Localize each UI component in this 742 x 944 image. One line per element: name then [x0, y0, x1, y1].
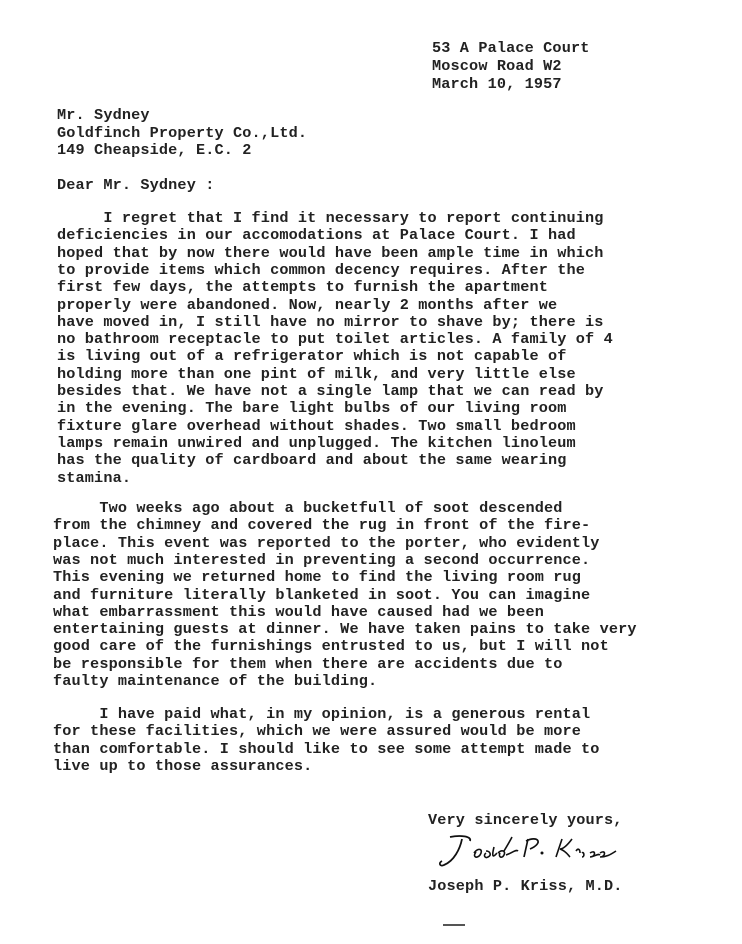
- salutation: Dear Mr. Sydney :: [57, 176, 215, 194]
- recipient-address: 149 Cheapside, E.C. 2: [57, 141, 252, 159]
- text-line: what embarrassment this would have caused had we been: [53, 602, 544, 621]
- text-line: is living out of a refrigerator which is not capable of: [57, 347, 567, 366]
- text-line: holding more than one pint of milk, and very little else: [57, 364, 576, 383]
- text-line: have moved in, I still have no mirror to shave by; there is: [57, 312, 604, 331]
- text-line: deficiencies in our accomodations at Palace Court. I had: [57, 226, 576, 245]
- text-line: Two weeks ago about a bucketfull of soot descended: [53, 499, 563, 517]
- text-line: no bathroom receptacle to put toilet articles. A family of 4: [57, 330, 613, 349]
- text-line: first few days, the attempts to furnish the apartment: [57, 278, 548, 297]
- text-line: properly were abandoned. Now, nearly 2 months after we: [57, 295, 558, 314]
- text-line: stamina.: [57, 468, 132, 487]
- text-line: from the chimney and covered the rug in front of the fire-: [53, 516, 591, 535]
- recipient-name: Mr. Sydney: [57, 106, 150, 124]
- text-line: be responsible for them when there are accidents due to: [53, 654, 563, 673]
- recipient-company: Goldfinch Property Co.,Ltd.: [57, 124, 308, 142]
- text-line: I regret that I find it necessary to report continuing: [57, 209, 604, 227]
- text-line: than comfortable. I should like to see some attempt made to: [53, 739, 600, 758]
- text-line: and furniture literally blanketed in soot. You can imagine: [53, 585, 591, 604]
- text-line: fixture glare overhead without shades. Two small bedroom: [57, 416, 576, 435]
- text-line: was not much interested in preventing a second occurrence.: [53, 550, 591, 569]
- text-line: This evening we returned home to find the living room rug: [53, 568, 582, 587]
- text-line: live up to those assurances.: [53, 756, 313, 775]
- closing: Very sincerely yours,: [428, 811, 623, 829]
- text-line: entertaining guests at dinner. We have taken pains to take very: [53, 620, 637, 639]
- text-line: lamps remain unwired and unplugged. The kitchen linoleum: [57, 433, 576, 452]
- text-line: for these facilities, which we were assured would be more: [53, 722, 582, 741]
- handwritten-signature: [430, 833, 630, 873]
- address-line-1: 53 A Palace Court: [432, 39, 590, 57]
- text-line: to provide items which common decency requires. After the: [57, 260, 586, 279]
- footer-mark: [443, 924, 465, 926]
- text-line: faulty maintenance of the building.: [53, 672, 378, 690]
- address-line-2: Moscow Road W2: [432, 57, 562, 75]
- signer-name: Joseph P. Kriss, M.D.: [428, 877, 623, 895]
- text-line: I have paid what, in my opinion, is a generous rental: [53, 705, 591, 723]
- address-date: March 10, 1957: [432, 75, 562, 93]
- text-line: besides that. We have not a single lamp that we can read by: [57, 382, 604, 400]
- text-line: has the quality of cardboard and about the same wearing: [57, 451, 567, 470]
- text-line: in the evening. The bare light bulbs of our living room: [57, 399, 567, 418]
- text-line: good care of the furnishings entrusted to us, but I will not: [53, 637, 609, 656]
- text-line: place. This event was reported to the porter, who evidently: [53, 533, 600, 552]
- text-line: hoped that by now there would have been ample time in which: [57, 243, 604, 262]
